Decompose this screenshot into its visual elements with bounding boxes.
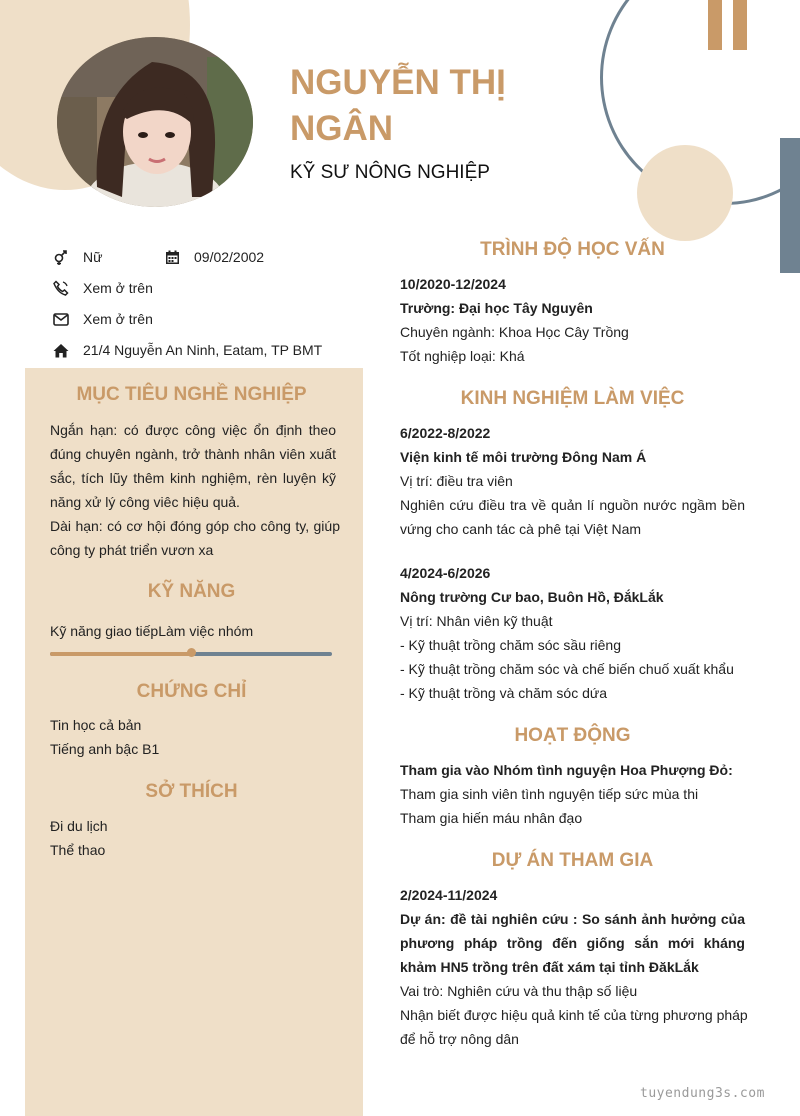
- gender-value: Nữ: [83, 249, 103, 265]
- job-line: - Kỹ thuật trồng chăm sóc sầu riêng: [400, 637, 621, 653]
- address-row: [52, 340, 322, 360]
- job-period: 4/2024-6/2026: [400, 565, 491, 581]
- birthdate-row: [163, 247, 264, 267]
- hobby-item: Đi du lịch: [50, 818, 108, 834]
- phone-value: Xem ở trên: [83, 280, 153, 296]
- decor-side-strip: [780, 138, 800, 273]
- job-line: Vị trí: Nhân viên kỹ thuật: [400, 613, 553, 629]
- mail-icon: [52, 310, 70, 328]
- candidate-name: NGUYỄN THỊ NGÂN: [290, 63, 506, 148]
- skill-label: Kỹ năng giao tiếpLàm việc nhóm: [50, 623, 254, 639]
- objective-heading: MỤC TIÊU NGHỀ NGHIỆP: [76, 384, 307, 405]
- profile-photo-image: [57, 37, 253, 207]
- watermark-text: tuyendung3s.com: [640, 1086, 765, 1101]
- education-grade: Tốt nghiệp loại: Khá: [400, 348, 525, 364]
- job-company: Nông trường Cư bao, Buôn Hồ, ĐắkLắk: [400, 589, 664, 605]
- projects-heading: DỰ ÁN THAM GIA: [491, 850, 654, 871]
- email-row: [52, 309, 153, 329]
- job-line: - Kỹ thuật trồng và chăm sóc dứa: [400, 685, 608, 701]
- skill-bar-fill: [50, 652, 191, 656]
- decor-bar: [733, 0, 747, 50]
- job-line: Nghiên cứu điều tra về quản lí nguồn nước ngầm bền vứng cho canh tác cà phê tại Việt Nam: [400, 497, 745, 537]
- objective-short-term: Ngắn hạn: có được công việc ổn định theo đúng chuyên ngành, trở thành nhân viên xuất sắc, tích lũy thêm kinh nghiệm, rèn luyện kỹ năng xử lý công viêc hiệu quả.: [50, 422, 336, 510]
- education-period: 10/2020-12/2024: [400, 276, 506, 292]
- address-value: 21/4 Nguyễn An Ninh, Eatam, TP BMT: [83, 342, 323, 358]
- decor-bar: [708, 0, 722, 50]
- decor-circle-top-right: [637, 145, 733, 241]
- education-major: Chuyên ngành: Khoa Học Cây Trồng: [400, 324, 629, 340]
- phone-icon: [52, 279, 70, 297]
- email-value: Xem ở trên: [83, 311, 153, 327]
- hobby-item: Thể thao: [50, 842, 106, 858]
- birthdate-value: 09/02/2002: [194, 249, 265, 265]
- hobbies-heading: SỞ THÍCH: [145, 781, 238, 802]
- job-period: 6/2022-8/2022: [400, 425, 491, 441]
- job-line: - Kỹ thuật trồng chăm sóc và chế biến chuố xuất khẩu: [400, 661, 734, 677]
- skill-bar-knob: [187, 648, 196, 657]
- job-line: Vị trí: điều tra viên: [400, 473, 513, 489]
- certificates-heading: CHỨNG CHỈ: [136, 681, 247, 702]
- certificate-item: Tiếng anh bậc B1: [50, 741, 160, 757]
- job-title: KỸ SƯ NÔNG NGHIỆP: [290, 162, 490, 183]
- activity-line: Tham gia sinh viên tình nguyện tiếp sức mùa thi: [400, 786, 699, 802]
- objective-long-term: Dài hạn: có cơ hội đóng góp cho công ty, giúp công ty phát triển vươn xa: [50, 518, 340, 558]
- profile-photo: [57, 37, 253, 207]
- activities-heading: HOẠT ĐỘNG: [514, 725, 631, 746]
- education-heading: TRÌNH ĐỘ HỌC VẤN: [480, 239, 665, 260]
- job-company: Viện kinh tế môi trường Đông Nam Á: [400, 449, 647, 465]
- project-role: Vai trò: Nghiên cứu và thu thập số liệu: [400, 983, 638, 999]
- skills-heading: KỸ NĂNG: [147, 581, 236, 602]
- calendar-icon: [163, 248, 181, 266]
- project-description: Dự án: đề tài nghiên cứu : So sánh ảnh hưởng của phương pháp trồng đến giống sắn mới kháng khảm HN5 trồng trên đất xám tại tỉnh ĐăkLắk: [400, 911, 745, 975]
- activity-heading: Tham gia vào Nhóm tình nguyện Hoa Phượng Đỏ:: [400, 762, 733, 778]
- phone-row: [52, 278, 153, 298]
- home-icon: [52, 341, 70, 359]
- project-outcome: Nhận biết được hiệu quả kinh tế của từng phương pháp để hỗ trợ nông dân: [400, 1007, 748, 1047]
- gender-row: [52, 247, 102, 267]
- gender-icon: [52, 248, 70, 266]
- education-school: Trường: Đại học Tây Nguyên: [400, 300, 593, 316]
- project-period: 2/2024-11/2024: [400, 887, 498, 903]
- experience-heading: KINH NGHIỆM LÀM VIỆC: [460, 388, 685, 409]
- certificate-item: Tin học cả bản: [50, 717, 142, 733]
- activity-line: Tham gia hiến máu nhân đạo: [400, 810, 583, 826]
